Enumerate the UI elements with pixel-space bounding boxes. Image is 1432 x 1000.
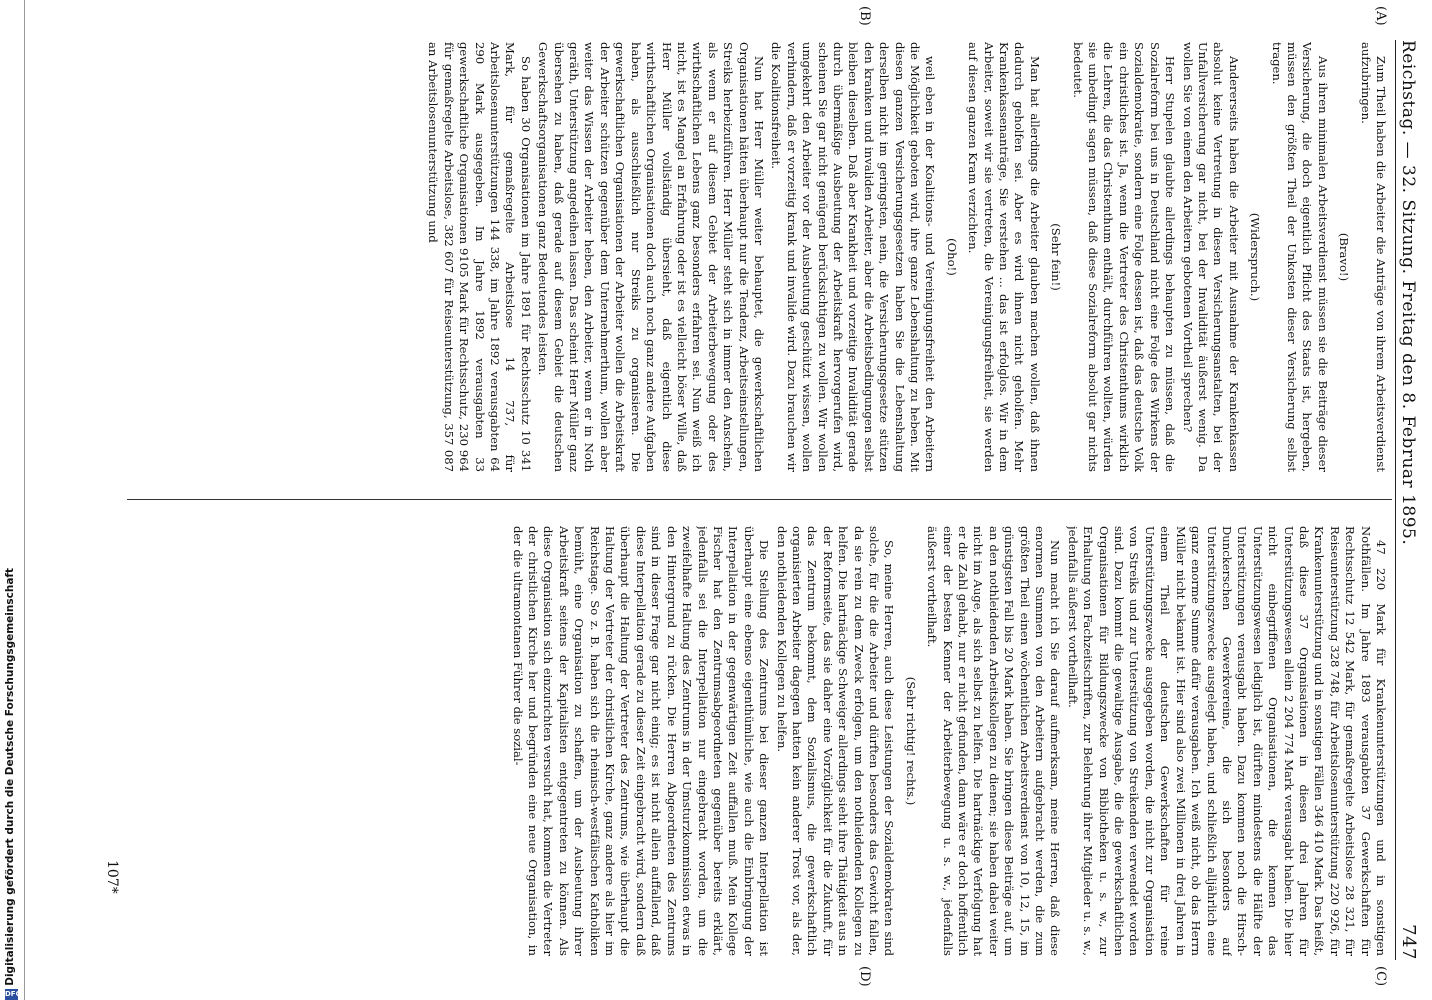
paragraph: Nun macht ich Sie darauf aufmerksam, meine Herren, daß diese enormen Summen von den Arbeitern aufgebracht werden, die zum größten Theil einen wöchentlichen Arbeitsverdienst von 10, 12, 15, im günstigsten Fall bis 20 Mark haben. Sie bringen diese Beiträge auf, um an den nothleidenden Arbeitskollegen zu dienen; sie haben dabei weiter nicht im Auge, als sich selbst zu helfen. Die hartnäckige Verfolgung hat er die Zahl gehabt, nur er nicht gefunden, dann wäre er doch hoffentlich einer der besten Kenner der Arbeiterbewegung u. s. w., jedenfalls äußerst vortheilhaft. — [925, 526, 1063, 956]
reaction: (Sehr richtig! rechts.) — [903, 676, 918, 806]
paragraph: Zum Theil haben die Arbeiter die Anträge von ihrem Arbeitsverdienst aufzubringen. — [1358, 42, 1388, 472]
paragraph: So haben 30 Organisationen im Jahre 1891 für Rechtsschutz 10 341 Mark, für gemaßregelte Arbeitslose 14 737, für Arbeitslosenunterstützungen 144 338, im Jahre 1892 verausgabten 64 290 Mark ausgegeben. Im Jahre 1892 verausgabten 33 gewerkschaftliche Organisationen 9105 Mark für Rechtsschutz, 230 964 für gemaßregelte Arbeitslose, 382 607 für Reiseunterstützung, 357 087 an Arbeitslosenunterstützung und — [426, 42, 533, 472]
paragraph: Herr Stupelen glaubte allerdings behaupten zu müssen, daß die Sozialreform bei uns in Deutschland nicht eine Folge des Wirkens der Sozialdemokratie, sondern eine Folge dessen ist, daß das deutsche Volk ein christliches ist. Ja, wenn die Vertreter des Christenthums wirklich die Lehren, die das Christenthum enthält, durchführen wollten, würden sie unbedingt sagen müssen, daß diese Sozialreform absolut gar nichts bedeutet. — [1070, 42, 1178, 472]
paragraph: Man hat allerdings die Arbeiter glauben machen wollen, daß ihnen dadurch geholfen sei. Aber es wird ihnen nicht geholfen. Mehr Krankenkassenanträge, Sie verstehen ... das ist erfolglos. Wir in dem Arbeiter, soweit wir sie vertreten, die Vereinigungsfreiheit, sie werden auf diesen ganzen Kram verzichten. — [966, 42, 1042, 472]
right-column — [128, 526, 1388, 956]
reaction: (Oho!) — [944, 238, 959, 276]
paragraph: Die Stellung des Zentrums bei dieser ganzen Interpellation ist überhaupt eine ebenso eigenthümliche, wie auch die Einbringung der Interpellation in der gegenwärtigen Zeit auffallen muß. Mein Kollege Fischer hat den Zentrumsabgeordneten gegenüber bereits erklärt, jedenfalls sei die Interpellation nur eingebracht worden, um die zweifelhafte Haltung des Zentrums in der Umsturzkommission etwas in den Hintergrund zu rücken. Die Herren Abgeordneten des Zentrums sind in dieser Frage gar nicht einig; es ist nicht allein auffallend, daß diese Interpellation gerade zu dieser Zeit eingebracht wird, sondern daß überhaupt die Haltung der Vertreter des Zentrums, wie überhaupt die Haltung der Vertreter der christlichen Kirche, ganz andere als hier im Reichstage. So z. B. haben sich die rheinisch-westfälischen Katholiken bemüht, eine Organisation zu schaffen, um der Ausbeutung ihrer Arbeitskraft seitens der Kapitalisten entgegentreten zu können. Als diese Organisation sich einzurichten versucht hat, kommen die Vertreter der christlichen Kirche her und begründen eine neue Organisation, in der die ultramontanen Führer die sozial- — [510, 526, 772, 956]
margin-marker-d: (D) — [857, 966, 872, 987]
signature-mark: 107* — [104, 860, 120, 894]
paragraph: So, meine Herren, auch diese Leistungen der Sozialdemokraten sind solche, für die die Arbeiter und dürften besonders das Gewicht fallen, da sie rein zu dem Zweck erfolgen, um den nothleidenden Kollegen zu helfen. Die hartnäckige Schweiger allerdings sieht ihre Thätigkeit aus in der Reformseite, das sie daher eine Vorzüglichkeit für die Zukunft, für das Zentrum bekommt, dem Sozialismus, die gewerkschaftlich organisierten Arbeiter dagegen hatten kein anderer Trost vor, als der, den nothleidenden Kollegen zu helfen. — [774, 526, 897, 956]
margin-marker-b: (B) — [857, 6, 872, 26]
margin-marker-a: (A) — [1373, 6, 1388, 26]
paragraph: Andererseits haben die Arbeiter mit Ausnahme der Krankenkassen absolut keine Vertretung in diesen Versicherungsanstalten, bei der Unfallversicherung gar nicht, bei der Invalidität äußerst wenig. Da wollen Sie von einem den Arbeitern gebotenen Vortheil sprechen? — [1180, 42, 1241, 472]
digitization-credit: Digitalisierung gefördert durch die Deutsche Forschungsgemeinschaft — [4, 568, 16, 986]
page-header — [1395, 40, 1432, 960]
dfg-logo: DFG — [5, 990, 22, 998]
reaction: (Bravo!) — [1337, 232, 1352, 282]
margin-marker-c: (C) — [1373, 966, 1388, 987]
header-title: Reichstag. — 32. Sitzung. Freitag den 8. Februar 1895. — [1398, 40, 1418, 546]
page-number: 747 — [1398, 924, 1419, 960]
paragraph: Aus ihren minimalen Arbeitsverdienst müssen sie die Beiträge dieser Versicherung, die doch eigentlich Pflicht des Staats ist, hergeben, müssen den größten Theil der Unkosten dieser Versicherung selbst tragen. — [1269, 42, 1330, 472]
reaction: (Widerspruch.) — [1248, 212, 1263, 302]
reaction: (Sehr fein!) — [1049, 223, 1064, 291]
paragraph: weil eben in der Koalitions- und Vereinigungsfreiheit den Arbeitern die Möglichkeit geboten wird, ihre ganze Lebenshaltung zu heben. Mit diesen ganzen Versicherungsgesetzen haben Sie die Lebenshaltung derselben nicht im geringsten, nein, die Versicherungsgesetze stützen den kranken und invaliden Arbeiter, aber die Arbeitsbedingungen selbst bleiben dieselben. Daß aber Krankheit und vorzeitige Invalidität gerade durch übermäßige Ausbeutung der Arbeitskraft hervorgerufen wird, scheinen Sie gar nicht genügend berücksichtigen zu wollen. Wir wollen umgekehrt den Arbeiter vor der Ausbeutung geschützt wissen, wollen verhindern, daß er vorzeitig krank und invalide wird. Dazu brauchen wir die Koalitionsfreiheit. — [769, 42, 938, 472]
paragraph: 47 220 Mark für Krankenunterstützungen und in sonstigen Nothfällen. Im Jahre 1893 verausgabten 37 Gewerkschaften für Rechtsschutz 12 542 Mark, für gemaßregelte Arbeitslose 28 321, für Reiseunterstützung 328 748, für Arbeitslosenunterstützung 220 926, für Krankenunterstützung und in sonstigen Fällen 346 410 Mark. Das heißt, daß diese 37 Organisationen in diesen drei Jahren für Unterstützungswesen allein 2 204 774 Mark verausgabt haben. Die hier nicht einbegriffenen Organisationen, die kennen das Unterstützungswesen lediglich ist, dürften mindestens die Hälfte der Unterstützungen verausgabt haben. Dazu kommen noch die Hirsch-Dunckerschen Gewerkvereine, die sich besonders auf Unterstützungszwecke ausgelegt haben, und schließlich alljährlich eine ganz enorme Summe dafür verausgaben. Ich weiß nicht, ob das Herrn Müller nicht bekannt ist. Hier sind also zwei Millionen in drei Jahren in einem Theil der deutschen Gewerkschaften für reine Unterstützungszwecke ausgegeben worden, die nicht zur Organisation von Streiks und zur Unterstützung von Streikenden verwendet worden sind. Dazu kommt die gewaltige Ausgabe, die die gewerkschaftlichen Organisationen für Bildungszwecke von Bibliotheken u. s. w., zur Erhaltung von Fachzeitschriften, zur Belehrung ihrer Mitglieder u. s. w., jedenfalls äußerst vortheilhaft. — [1065, 526, 1388, 956]
left-column — [128, 42, 1388, 472]
digitization-sidebar — [0, 0, 25, 1000]
paragraph: Nun hat Herr Müller weiter behauptet, die gewerkschaftlichen Organisationen hätten überhaupt nur die Tendenz, Arbeitseinstellungen, Streiks herbeizuführen. Herr Müller steht sich in immer den Anschein, als wenn er auf diesem Gebiet der Arbeiterbewegung oder des wirthschaftlichen Lebens ganz besonders erfahren sei. Nun weiß ich nicht, ist es Mangel an Erfahrung oder ist es vielleicht böser Wille, daß Herr Müller vollständig übersieht, daß eigentlich diese wirthschaftlichen Organisationen doch auch noch ganz andere Aufgaben haben, als ausschließlich nur Streiks zu organisieren. Die gewerkschaftlichen Organisationen der Arbeiter wollen die Arbeitskraft der Arbeiter schützen gegenüber dem Unternehmerthum, wollen aber weiter das Wissen der Arbeiter heben, den Arbeiter, wenn er in Noth geräth, Unterstützung angedeihen lassen. Das scheint Herr Müller ganz übersehen zu haben, daß gerade auf diesem Gebiet die deutschen Gewerkschaftsorganisationen ganz Bedeutendes leisten. — [536, 42, 766, 472]
rotated-page — [92, 0, 1432, 1000]
column-divider — [127, 499, 1392, 500]
